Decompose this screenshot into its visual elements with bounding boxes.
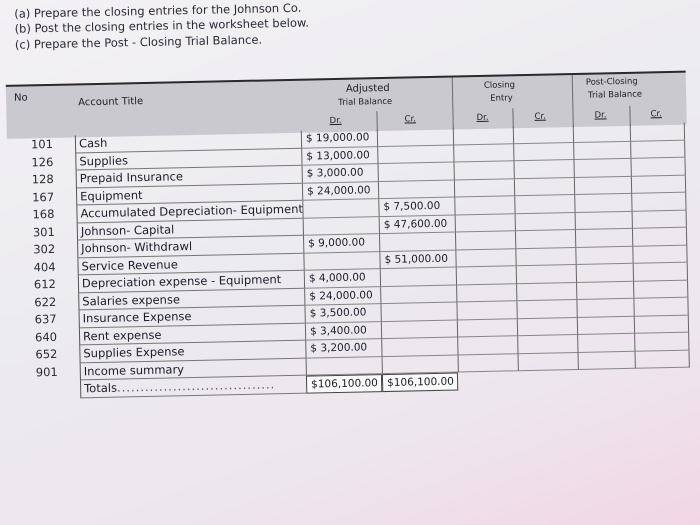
- header-adjusted-line2: Trial Balance: [338, 96, 393, 108]
- adjusted-cr: [381, 320, 457, 339]
- post-closing-dr-cell[interactable]: [578, 351, 635, 370]
- account-number: 901: [35, 364, 58, 379]
- post-closing-dr-cell[interactable]: [577, 334, 634, 353]
- post-closing-cr-cell[interactable]: [633, 280, 688, 299]
- adjusted-cr: [379, 233, 455, 252]
- post-closing-dr-cell[interactable]: [574, 176, 631, 195]
- account-title: Service Revenue: [77, 253, 303, 275]
- account-number: 126: [31, 154, 54, 169]
- closing-cr-cell[interactable]: [515, 248, 575, 267]
- account-title: Accumulated Depreciation- Equipment: [76, 201, 302, 223]
- closing-cr-cell[interactable]: [517, 335, 577, 354]
- post-closing-dr-cell[interactable]: [577, 316, 634, 335]
- account-title: Johnson- Capital: [77, 218, 303, 240]
- header-account-title: Account Title: [78, 96, 144, 109]
- post-closing-cr-cell[interactable]: [633, 298, 688, 317]
- post-closing-dr-cell[interactable]: [573, 141, 630, 160]
- closing-cr-cell[interactable]: [516, 300, 576, 319]
- totals-label: Totals: [84, 380, 118, 396]
- adjusted-dr: $ 3,400.00: [305, 322, 381, 341]
- header-post-closing-dr: Dr.: [594, 110, 607, 121]
- adjusted-cr: [378, 163, 454, 182]
- closing-cr-cell[interactable]: [514, 178, 574, 197]
- post-closing-dr-cell[interactable]: [575, 229, 632, 248]
- closing-dr-cell[interactable]: [457, 336, 517, 355]
- post-closing-dr-cell[interactable]: [576, 281, 633, 300]
- account-title: Supplies Expense: [79, 341, 305, 363]
- header-closing-dr: Dr.: [476, 112, 489, 124]
- account-title: Insurance Expense: [79, 306, 305, 328]
- account-number: 640: [34, 329, 58, 344]
- post-closing-cr-cell[interactable]: [633, 263, 688, 282]
- adjusted-dr: [303, 217, 379, 236]
- adjusted-dr: $ 19,000.00: [301, 129, 377, 148]
- adjusted-cr: $ 47,600.00: [379, 215, 455, 234]
- account-number: 652: [35, 346, 58, 362]
- header-divider: [452, 78, 454, 130]
- instruction-b: (b) Post the closing entries in the worksheet below.: [14, 15, 310, 36]
- closing-cr-cell[interactable]: [513, 160, 573, 179]
- closing-cr-cell[interactable]: [517, 317, 577, 336]
- adjusted-dr: $ 3,000.00: [302, 164, 378, 183]
- header-closing-line2: Entry: [490, 93, 513, 104]
- adjusted-cr: [380, 268, 456, 287]
- adjusted-dr: $ 24,000.00: [304, 287, 380, 306]
- totals-cr: $106,100.00: [382, 372, 458, 391]
- header-adjusted-cr: Cr.: [404, 114, 417, 125]
- closing-dr-cell[interactable]: [454, 196, 514, 215]
- closing-dr-cell[interactable]: [453, 126, 513, 145]
- post-closing-dr-cell[interactable]: [575, 246, 632, 265]
- closing-dr-cell[interactable]: [453, 144, 513, 163]
- header-closing-cr: Cr.: [534, 111, 547, 122]
- post-closing-cr-cell[interactable]: [630, 158, 685, 177]
- closing-cr-cell[interactable]: [513, 125, 573, 144]
- account-number: 637: [34, 311, 57, 327]
- instruction-a: (a) Prepare the closing entries for the Johnson Co.: [14, 0, 302, 21]
- post-closing-cr-cell[interactable]: [630, 123, 685, 142]
- adjusted-cr: [377, 145, 453, 164]
- post-closing-cr-cell[interactable]: [631, 193, 686, 212]
- adjusted-cr: $ 51,000.00: [379, 250, 455, 269]
- account-title: Supplies: [75, 148, 301, 170]
- closing-dr-cell[interactable]: [454, 161, 514, 180]
- adjusted-dr: $ 9,000.00: [303, 234, 379, 253]
- post-closing-cr-cell[interactable]: [632, 210, 687, 229]
- account-number: 612: [33, 276, 57, 292]
- closing-dr-cell[interactable]: [455, 214, 515, 233]
- totals-dr: $106,100.00: [306, 374, 382, 393]
- instruction-c: (c) Prepare the Post - Closing Trial Balance.: [14, 32, 263, 52]
- account-title: Rent expense: [79, 323, 305, 345]
- closing-cr-cell[interactable]: [518, 352, 578, 371]
- post-closing-dr-cell[interactable]: [576, 264, 633, 283]
- adjusted-cr: [380, 303, 456, 322]
- ledger-rows: [7, 123, 692, 400]
- adjusted-dr: $ 4,000.00: [304, 269, 380, 288]
- post-closing-dr-cell[interactable]: [573, 124, 630, 143]
- account-number: 128: [31, 171, 54, 187]
- post-closing-cr-cell[interactable]: [634, 350, 689, 369]
- post-closing-dr-cell[interactable]: [574, 194, 631, 213]
- adjusted-cr: [380, 285, 456, 304]
- header-post-closing-cr: Cr.: [650, 109, 663, 120]
- closing-cr-cell[interactable]: [515, 213, 575, 232]
- account-title: Salaries expense: [78, 288, 304, 310]
- header-closing-line1: Closing: [483, 80, 516, 91]
- account-title: Depreciation expense - Equipment: [78, 271, 304, 293]
- account-number: 301: [32, 224, 55, 239]
- adjusted-dr: $ 3,500.00: [304, 304, 380, 323]
- header-adjusted-line1: Adjusted: [345, 82, 390, 95]
- closing-dr-cell[interactable]: [455, 249, 515, 268]
- adjusted-cr: [378, 180, 454, 199]
- post-closing-dr-cell[interactable]: [573, 159, 630, 178]
- post-closing-dr-cell[interactable]: [576, 299, 633, 318]
- account-title: Income summary: [80, 358, 306, 380]
- header-post-closing-line2: Trial Balance: [588, 89, 643, 101]
- closing-dr-cell[interactable]: [456, 284, 516, 303]
- adjusted-dr: [302, 199, 378, 218]
- account-number: 302: [33, 241, 56, 257]
- account-number: 622: [34, 294, 57, 309]
- adjusted-cr: [382, 355, 458, 374]
- adjusted-dr: $ 3,200.00: [305, 339, 381, 358]
- adjusted-dr: $ 24,000.00: [302, 182, 378, 201]
- closing-dr-cell[interactable]: [455, 231, 515, 250]
- adjusted-dr: [306, 357, 382, 376]
- totals-label-cell: [80, 376, 306, 398]
- header-divider: [572, 75, 574, 127]
- account-title: Johnson- Withdrawl: [77, 236, 303, 258]
- account-number: 404: [33, 259, 56, 274]
- adjusted-cr: [377, 128, 453, 147]
- post-closing-cr-cell[interactable]: [634, 315, 689, 334]
- closing-cr-cell[interactable]: [516, 282, 576, 301]
- closing-dr-cell[interactable]: [456, 266, 516, 285]
- closing-dr-cell[interactable]: [456, 301, 516, 320]
- account-title: Equipment: [76, 183, 302, 205]
- closing-cr-cell[interactable]: [513, 143, 573, 162]
- post-closing-cr-cell[interactable]: [631, 175, 686, 194]
- account-title: Prepaid Insurance: [76, 166, 302, 188]
- closing-dr-cell[interactable]: [458, 354, 518, 373]
- post-closing-cr-cell[interactable]: [630, 140, 685, 159]
- account-number: 168: [32, 206, 55, 222]
- account-title: Cash: [75, 131, 301, 153]
- post-closing-dr-cell[interactable]: [575, 211, 632, 230]
- header-post-closing-line1: Post-Closing: [585, 76, 638, 88]
- post-closing-cr-cell[interactable]: [632, 228, 687, 247]
- post-closing-cr-cell[interactable]: [634, 333, 689, 352]
- adjusted-dr: $ 13,000.00: [301, 147, 377, 166]
- header-adjusted-dr: Dr.: [329, 115, 342, 127]
- closing-cr-cell[interactable]: [514, 195, 574, 214]
- header-no: No: [13, 92, 28, 104]
- adjusted-cr: $ 7,500.00: [378, 198, 454, 217]
- account-number: 101: [30, 136, 54, 152]
- post-closing-cr-cell[interactable]: [632, 245, 687, 264]
- account-number: 167: [31, 189, 55, 204]
- closing-dr-cell[interactable]: [457, 319, 517, 338]
- adjusted-cr: [381, 337, 457, 356]
- adjusted-dr: [303, 252, 379, 271]
- closing-dr-cell[interactable]: [454, 179, 514, 198]
- closing-cr-cell[interactable]: [516, 265, 576, 284]
- closing-cr-cell[interactable]: [515, 230, 575, 249]
- totals-leader-dots: ..................................: [116, 377, 276, 395]
